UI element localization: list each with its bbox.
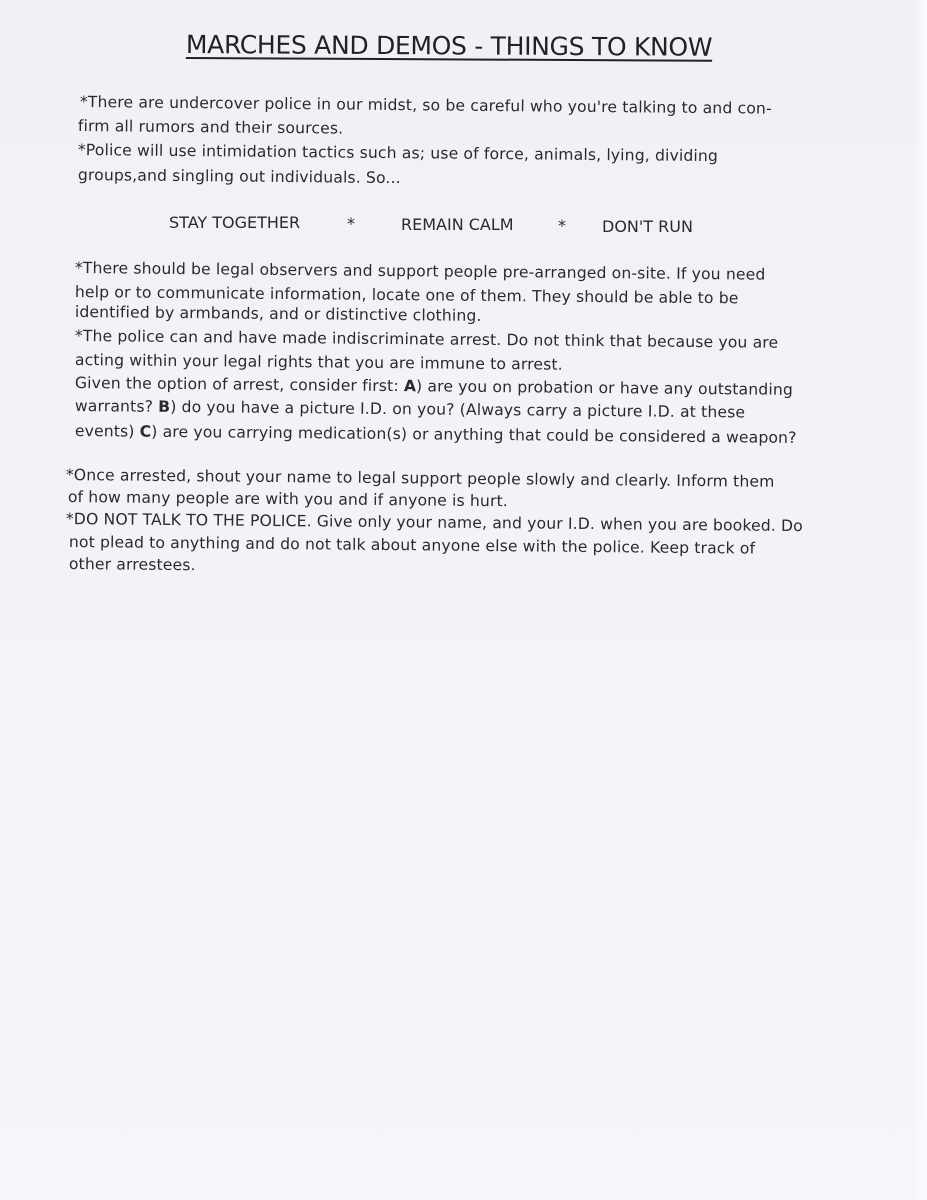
paragraph-legal-observers-line-2: help or to communicate information, locate one of them. They should be able to be — [74, 283, 739, 308]
slogans-row — [0, 212, 927, 238]
slogan-dont-run: DON'T RUN — [602, 217, 693, 236]
paragraph-intimidation-line-2: groups,and singling out individuals. So... — [77, 166, 401, 188]
text-run: warrants? — [74, 397, 159, 416]
slogan-separator: * — [558, 216, 566, 235]
paragraph-legal-observers-line-1: *There should be legal observers and support people pre-arranged on-site. If you need — [74, 259, 766, 284]
option-marker-c: C — [139, 422, 152, 441]
paper-edge — [913, 0, 927, 1200]
text-run: ) are you carrying medication(s) or anything that could be considered a weapon? — [151, 422, 797, 447]
text-run: events) — [74, 422, 140, 441]
paragraph-undercover-line-2: firm all rumors and their sources. — [77, 117, 344, 138]
slogan-remain-calm: REMAIN CALM — [401, 215, 514, 234]
paragraph-do-not-talk-line-2: not plead to anything and do not talk about anyone else with the police. Keep track of — [68, 533, 756, 558]
paragraph-indiscriminate-arrest-line-2: acting within your legal rights that you are immune to arrest. — [74, 351, 563, 374]
paragraph-arrest-options-line-3 — [75, 422, 797, 447]
option-marker-b: B — [158, 397, 171, 416]
paragraph-once-arrested-line-1: *Once arrested, shout your name to legal support people slowly and clearly. Inform them — [65, 466, 775, 491]
paragraph-do-not-talk-line-1: *DO NOT TALK TO THE POLICE. Give only your name, and your I.D. when you are booked. Do — [65, 510, 803, 536]
option-marker-a: A — [403, 377, 417, 396]
text-run: ) do you have a picture I.D. on you? (Always carry a picture I.D. at these — [170, 397, 746, 422]
slogan-stay-together: STAY TOGETHER — [169, 213, 301, 232]
paragraph-intimidation-line-1: *Police will use intimidation tactics such as; use of force, animals, lying, dividing — [77, 141, 719, 166]
slogan-separator: * — [347, 214, 355, 233]
text-run: Given the option of arrest, consider first: — [74, 374, 404, 396]
paragraph-arrest-options-line-1 — [75, 374, 793, 399]
paragraph-arrest-options-line-2 — [75, 397, 745, 421]
paragraph-undercover-line-1: *There are undercover police in our midst, so be careful who you're talking to and con- — [79, 93, 772, 118]
paragraph-once-arrested-line-2: of how many people are with you and if anyone is hurt. — [67, 488, 509, 511]
paragraph-indiscriminate-arrest-line-1: *The police can and have made indiscriminate arrest. Do not think that because you are — [74, 327, 779, 352]
document-title: MARCHES AND DEMOS - THINGS TO KNOW — [185, 30, 713, 62]
paragraph-legal-observers-line-3: identified by armbands, and or distinctive clothing. — [74, 303, 482, 325]
paragraph-do-not-talk-line-3: other arrestees. — [68, 555, 196, 575]
text-run: ) are you on probation or have any outstanding — [416, 377, 794, 399]
